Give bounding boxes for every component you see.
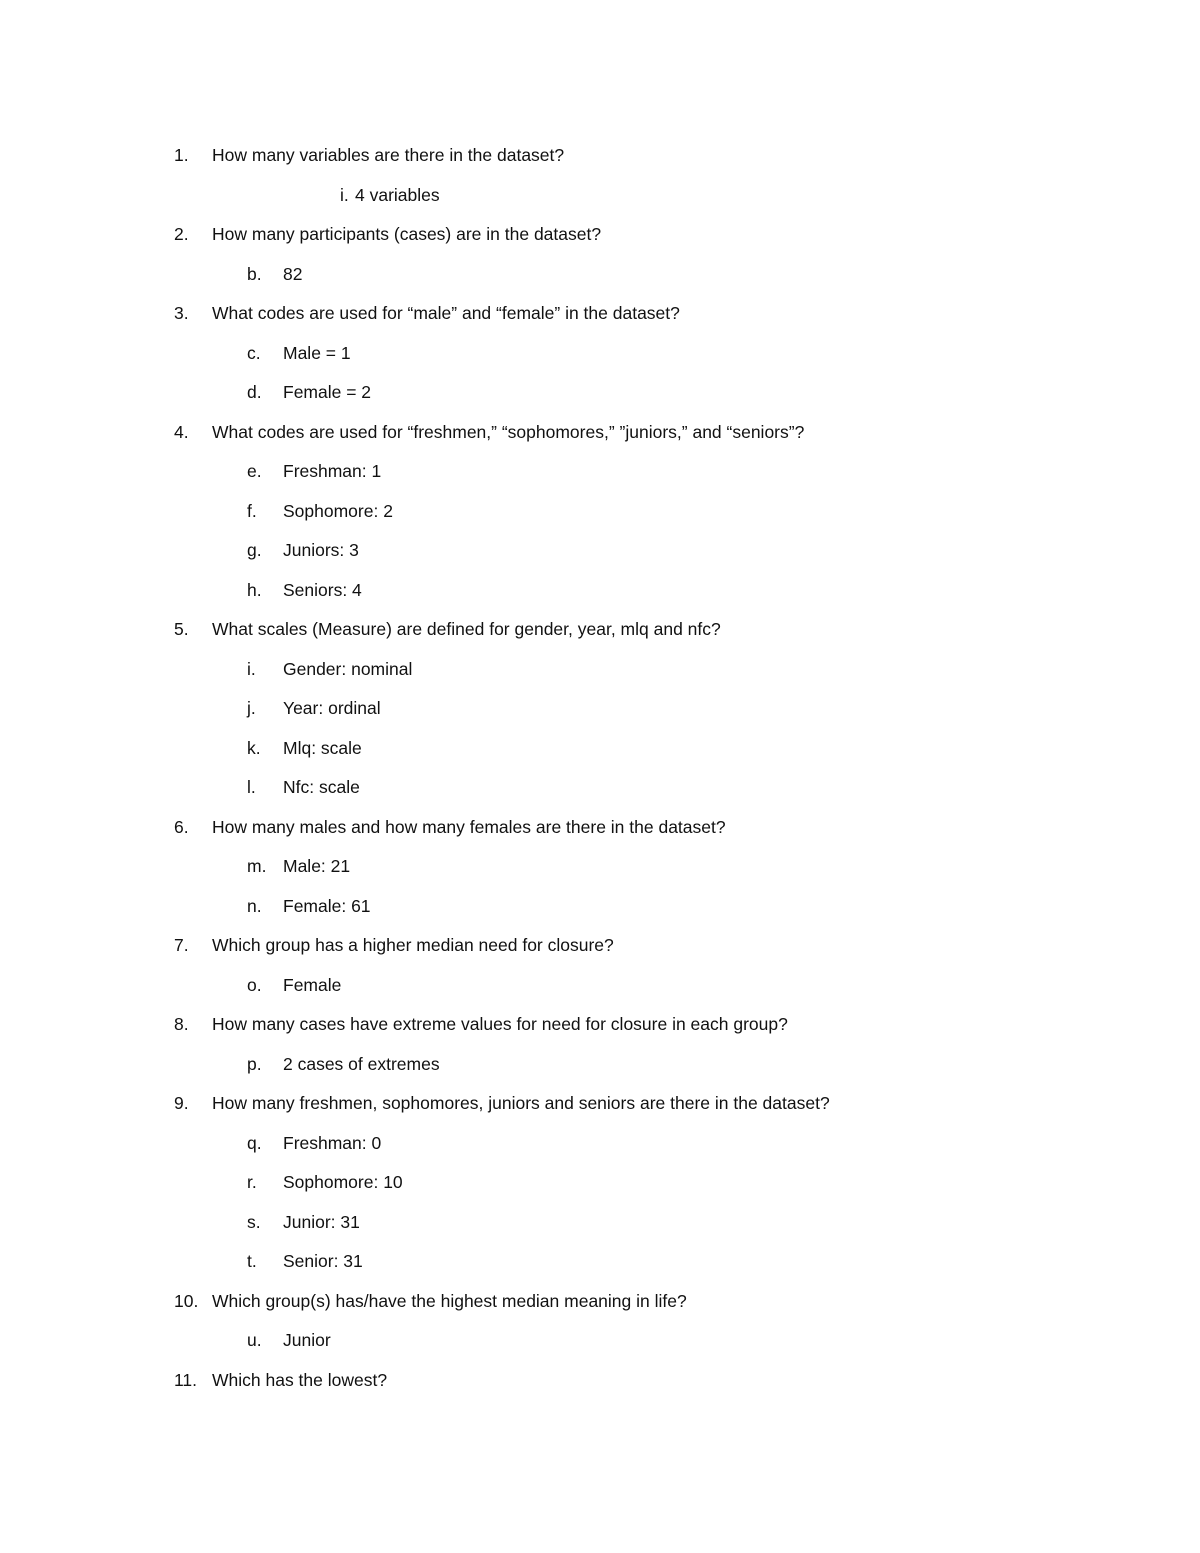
answer-item bbox=[0, 334, 1200, 374]
answer-label: u. bbox=[247, 1330, 262, 1350]
answer-item bbox=[0, 176, 1200, 216]
answer-item bbox=[0, 768, 1200, 808]
answer-label: q. bbox=[247, 1132, 262, 1153]
answer-label: j. bbox=[247, 698, 256, 718]
answer-item bbox=[0, 452, 1200, 492]
answer-item bbox=[0, 1242, 1200, 1282]
answer-label: l. bbox=[247, 777, 256, 797]
answer-label: o. bbox=[247, 974, 262, 995]
question-item bbox=[0, 136, 1200, 176]
question-item bbox=[0, 1084, 1200, 1124]
question-item bbox=[0, 1005, 1200, 1045]
answer-item bbox=[0, 1045, 1200, 1085]
answer-item bbox=[0, 373, 1200, 413]
question-number: 10. bbox=[174, 1290, 199, 1311]
answer-item bbox=[0, 966, 1200, 1006]
question-text: Which group has a higher median need for closure? bbox=[212, 935, 614, 955]
answer-text: Nfc: scale bbox=[283, 777, 360, 797]
question-number: 3. bbox=[174, 303, 189, 323]
answer-item bbox=[0, 689, 1200, 729]
question-number: 1. bbox=[174, 145, 189, 165]
answer-label: r. bbox=[247, 1172, 257, 1192]
answer-label: b. bbox=[247, 263, 262, 284]
answer-text: Seniors: 4 bbox=[283, 579, 362, 600]
answer-item bbox=[0, 847, 1200, 887]
question-item bbox=[0, 1361, 1200, 1401]
answer-item bbox=[0, 531, 1200, 571]
answer-label: k. bbox=[247, 737, 261, 758]
question-text: How many participants (cases) are in the dataset? bbox=[212, 224, 602, 244]
answer-text: Senior: 31 bbox=[283, 1251, 363, 1271]
question-number: 8. bbox=[174, 1014, 189, 1034]
answer-label: c. bbox=[247, 342, 261, 363]
answer-item bbox=[0, 492, 1200, 532]
answer-label: s. bbox=[247, 1211, 261, 1232]
question-number: 6. bbox=[174, 816, 189, 837]
answer-text: 2 cases of extremes bbox=[283, 1053, 440, 1074]
answer-label: h. bbox=[247, 579, 262, 600]
question-text: How many males and how many females are there in the dataset? bbox=[212, 816, 726, 837]
answer-text: Male: 21 bbox=[283, 856, 351, 876]
question-text: How many freshmen, sophomores, juniors and seniors are there in the dataset? bbox=[212, 1093, 830, 1113]
answer-label: e. bbox=[247, 461, 262, 481]
question-text: How many variables are there in the dataset? bbox=[212, 145, 565, 165]
answer-text: Female bbox=[283, 974, 342, 995]
question-item bbox=[0, 610, 1200, 650]
answer-text: Junior bbox=[283, 1330, 331, 1350]
answer-item bbox=[0, 255, 1200, 295]
answer-item bbox=[0, 1124, 1200, 1164]
question-text: What scales (Measure) are defined for gender, year, mlq and nfc? bbox=[212, 619, 721, 639]
answer-text: Mlq: scale bbox=[283, 737, 362, 758]
answer-label: m. bbox=[247, 856, 267, 876]
question-item bbox=[0, 926, 1200, 966]
question-item bbox=[0, 413, 1200, 453]
answer-label: n. bbox=[247, 895, 262, 916]
answer-text: Year: ordinal bbox=[283, 698, 381, 718]
answer-item bbox=[0, 1203, 1200, 1243]
answer-text: Junior: 31 bbox=[283, 1211, 360, 1232]
question-number: 11. bbox=[174, 1369, 198, 1390]
answer-label: d. bbox=[247, 382, 262, 402]
answer-text: Female = 2 bbox=[283, 382, 372, 402]
answer-label: t. bbox=[247, 1251, 257, 1271]
question-item bbox=[0, 808, 1200, 848]
answer-text: Female: 61 bbox=[283, 895, 371, 916]
answer-label: i. bbox=[340, 184, 349, 205]
answer-item bbox=[0, 1321, 1200, 1361]
answer-text: Freshman: 0 bbox=[283, 1132, 382, 1153]
question-number: 4. bbox=[174, 421, 189, 442]
answer-label: i. bbox=[247, 658, 256, 679]
question-item bbox=[0, 215, 1200, 255]
question-item bbox=[0, 1282, 1200, 1322]
question-text: What codes are used for “male” and “female” in the dataset? bbox=[212, 303, 680, 323]
answer-label: g. bbox=[247, 540, 262, 560]
answer-label: f. bbox=[247, 500, 257, 521]
question-list bbox=[0, 136, 1200, 1400]
answer-text: Male = 1 bbox=[283, 342, 351, 363]
answer-label: p. bbox=[247, 1053, 262, 1074]
answer-item bbox=[0, 571, 1200, 611]
question-number: 5. bbox=[174, 619, 189, 639]
question-text: What codes are used for “freshmen,” “sophomores,” ”juniors,” and “seniors”? bbox=[212, 421, 805, 442]
answer-text: Sophomore: 2 bbox=[283, 500, 393, 521]
question-text: Which group(s) has/have the highest median meaning in life? bbox=[212, 1290, 687, 1311]
question-number: 7. bbox=[174, 935, 189, 955]
answer-text: 82 bbox=[283, 263, 303, 284]
answer-item bbox=[0, 887, 1200, 927]
question-text: How many cases have extreme values for need for closure in each group? bbox=[212, 1014, 788, 1034]
answer-item bbox=[0, 729, 1200, 769]
answer-item bbox=[0, 1163, 1200, 1203]
answer-text: Gender: nominal bbox=[283, 658, 413, 679]
answer-item bbox=[0, 650, 1200, 690]
answer-text: Juniors: 3 bbox=[283, 540, 359, 560]
question-number: 9. bbox=[174, 1093, 189, 1113]
answer-text: 4 variables bbox=[355, 184, 440, 205]
answer-text: Sophomore: 10 bbox=[283, 1172, 403, 1192]
question-item bbox=[0, 294, 1200, 334]
question-number: 2. bbox=[174, 224, 189, 244]
answer-text: Freshman: 1 bbox=[283, 461, 382, 481]
question-text: Which has the lowest? bbox=[212, 1369, 388, 1390]
